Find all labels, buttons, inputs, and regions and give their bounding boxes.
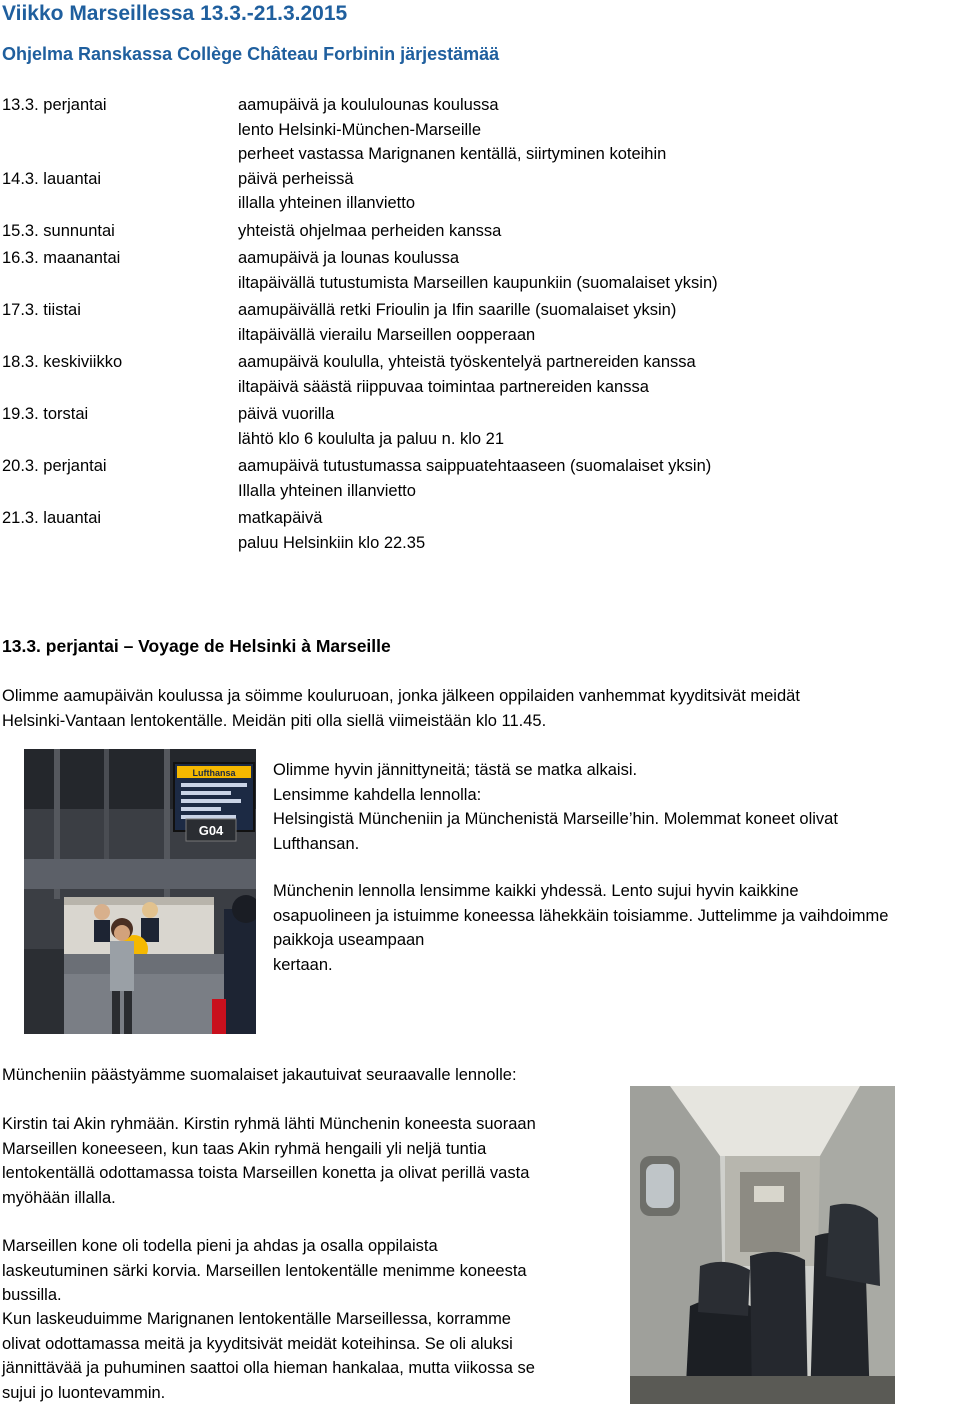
- page-title: Viikko Marseillessa 13.3.-21.3.2015: [2, 0, 347, 28]
- text-line: Kun laskeuduimme Marignanen lentokentälle Marseillessa, korramme: [2, 1307, 622, 1332]
- schedule-date: 16.3. maanantai: [2, 246, 238, 271]
- schedule-row: [2, 298, 952, 347]
- schedule-activity: lähtö klo 6 koululta ja paluu n. klo 21: [238, 427, 952, 452]
- schedule-activity: Illalla yhteinen illanvietto: [238, 479, 952, 504]
- schedule-activity: iltapäivällä tutustumista Marseillen kaupunkiin (suomalaiset yksin): [238, 271, 952, 296]
- text-line: Olimme aamupäivän koulussa ja söimme kouluruoan, jonka jälkeen oppilaiden vanhemmat kyyditsivät meidät: [2, 684, 958, 709]
- gate-sign-text: G04: [199, 823, 224, 838]
- text-line: Helsingistä Müncheniin ja Münchenistä Marseille’hin. Molemmat koneet olivat: [273, 807, 959, 832]
- text-line: sujui jo luontevammin.: [2, 1381, 622, 1405]
- schedule-date: 14.3. lauantai: [2, 167, 238, 192]
- schedule-activity: aamupäivä koululla, yhteistä työskentelyä partnereiden kanssa: [238, 350, 952, 375]
- schedule-date: 20.3. perjantai: [2, 454, 238, 479]
- schedule-row: [2, 167, 952, 216]
- text-line: jännittävää ja puhuminen saattoi olla hieman hankalaa, mutta viikossa se: [2, 1356, 622, 1381]
- text-line: Helsinki-Vantaan lentokentälle. Meidän piti olla siellä viimeistään klo 11.45.: [2, 709, 958, 734]
- schedule-activity: matkapäivä: [238, 506, 952, 531]
- plane-paragraph: [2, 1234, 622, 1308]
- schedule-activity: iltapäivällä vierailu Marseillen oopperaan: [238, 323, 952, 348]
- section-heading: 13.3. perjantai – Voyage de Helsinki à Marseille: [2, 634, 391, 658]
- text-line: Lensimme kahdella lennolla:: [273, 783, 959, 808]
- text-line: Müncheniin päästyämme suomalaiset jakautuivat seuraavalle lennolle:: [2, 1063, 702, 1088]
- text-line: Kirstin tai Akin ryhmään. Kirstin ryhmä lähti Münchenin koneesta suoraan: [2, 1112, 622, 1137]
- schedule-activity: aamupäivä tutustumassa saippuatehtaaseen (suomalaiset yksin): [238, 454, 952, 479]
- munich-paragraph: [2, 1063, 702, 1088]
- schedule-date: 15.3. sunnuntai: [2, 219, 238, 244]
- photo-text-block-1: [273, 758, 959, 856]
- text-line: bussilla.: [2, 1283, 622, 1308]
- schedule-row: [2, 219, 952, 244]
- lufthansa-sign-text: Lufthansa: [192, 768, 236, 778]
- schedule-activity: paluu Helsinkiin klo 22.35: [238, 531, 952, 556]
- group-paragraph: [2, 1112, 622, 1210]
- schedule-date: 18.3. keskiviikko: [2, 350, 238, 375]
- schedule-activity: päivä vuorilla: [238, 402, 952, 427]
- text-line: olivat odottamassa meitä ja kyyditsivät meidät koteihinsa. Se oli aluksi: [2, 1332, 622, 1357]
- schedule-row: [2, 350, 952, 399]
- landing-paragraph: [2, 1307, 622, 1405]
- airplane-cabin-photo: [630, 1086, 895, 1404]
- schedule: [2, 93, 952, 555]
- schedule-date: 21.3. lauantai: [2, 506, 238, 531]
- schedule-row: [2, 454, 952, 503]
- schedule-row: [2, 246, 952, 295]
- text-line: Münchenin lennolla lensimme kaikki yhdessä. Lento sujui hyvin kaikkine: [273, 879, 959, 904]
- schedule-row: [2, 506, 952, 555]
- text-line: Marseillen kone oli todella pieni ja ahdas ja osalla oppilaista: [2, 1234, 622, 1259]
- text-line: Olimme hyvin jännittyneitä; tästä se matka alkaisi.: [273, 758, 959, 783]
- text-line: osapuolineen ja istuimme koneessa lähekkäin toisiamme. Juttelimme ja vaihdoimme: [273, 904, 959, 929]
- airport-photo: [24, 749, 256, 1034]
- schedule-activity: perheet vastassa Marignanen kentällä, siirtyminen koteihin: [238, 142, 952, 167]
- schedule-row: [2, 93, 952, 167]
- schedule-date: 17.3. tiistai: [2, 298, 238, 323]
- schedule-activity: illalla yhteinen illanvietto: [238, 191, 952, 216]
- schedule-activity: lento Helsinki-München-Marseille: [238, 118, 952, 143]
- schedule-activity: aamupäivällä retki Frioulin ja Ifin saarille (suomalaiset yksin): [238, 298, 952, 323]
- intro-paragraph: [2, 684, 958, 733]
- schedule-activity: päivä perheissä: [238, 167, 952, 192]
- schedule-activity: aamupäivä ja koululounas koulussa: [238, 93, 952, 118]
- text-line: paikkoja useampaan: [273, 928, 959, 953]
- schedule-date: 13.3. perjantai: [2, 93, 238, 118]
- text-line: lentokentällä odottamassa toista Marseillen konetta ja olivat perillä vasta: [2, 1161, 622, 1186]
- page-subtitle: Ohjelma Ranskassa Collège Château Forbinin järjestämää: [2, 42, 499, 66]
- schedule-date: 19.3. torstai: [2, 402, 238, 427]
- schedule-activity: aamupäivä ja lounas koulussa: [238, 246, 952, 271]
- text-line: Lufthansan.: [273, 832, 959, 857]
- text-line: Marseillen koneeseen, kun taas Akin ryhmä hengaili yli neljä tuntia: [2, 1137, 622, 1162]
- photo-text-block-2: [273, 879, 959, 977]
- text-line: kertaan.: [273, 953, 959, 978]
- schedule-activity: iltapäivä säästä riippuvaa toimintaa partnereiden kanssa: [238, 375, 952, 400]
- schedule-row: [2, 402, 952, 451]
- text-line: myöhään illalla.: [2, 1186, 622, 1211]
- schedule-activity: yhteistä ohjelmaa perheiden kanssa: [238, 219, 952, 244]
- text-line: laskeutuminen särki korvia. Marseillen lentokentälle menimme koneesta: [2, 1259, 622, 1284]
